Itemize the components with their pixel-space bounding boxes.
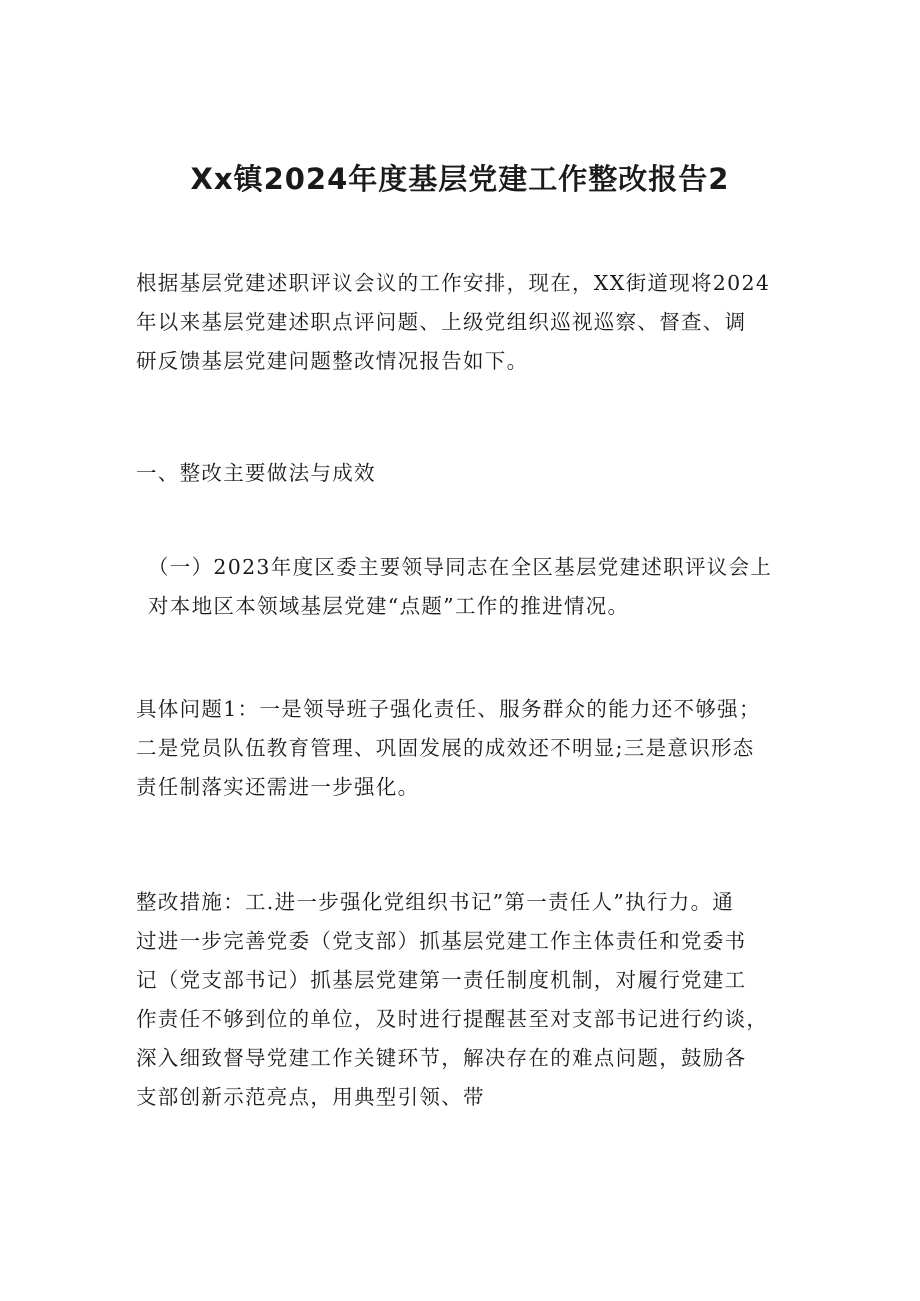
- problem-line: 二是党员队伍教育管理、巩固发展的成效还不明显;三是意识形态: [136, 736, 755, 760]
- intro-line: 研反馈基层党建问题整改情况报告如下。: [136, 349, 529, 373]
- measures-line: 支部创新示范亮点，用典型引领、带: [136, 1085, 485, 1109]
- measures-line: 过进一步完善党委（党支部）抓基层党建工作主体责任和党委书: [136, 929, 747, 953]
- section-heading: [136, 454, 796, 493]
- intro-paragraph: [136, 264, 796, 381]
- intro-line: 年以来基层党建述职点评问题、上级党组织巡视巡察、督查、调: [136, 310, 747, 334]
- measures-line: 记（党支部书记）抓基层党建第一责任制度机制，对履行党建工: [136, 968, 747, 992]
- problem-line: 具体问题1：一是领导班子强化责任、服务群众的能力还不够强；: [136, 697, 761, 721]
- subsection-line: 对本地区本领域基层党建“点题”工作的推进情况。: [148, 594, 630, 618]
- measures-line: 深入细致督导党建工作关键环节，解决存在的难点问题，鼓励各: [136, 1046, 747, 1070]
- problem-line: 责任制落实还需进一步强化。: [136, 775, 420, 799]
- subsection-line: （一）2023年度区委主要领导同志在全区基层党建述职评议会上: [148, 555, 773, 579]
- problem-paragraph: [136, 690, 796, 807]
- intro-line: 根据基层党建述职评议会议的工作安排，现在，XX街道现将2024: [136, 271, 771, 295]
- measures-paragraph: [136, 883, 796, 1117]
- section-heading-text: 一、整改主要做法与成效: [136, 461, 376, 485]
- measures-line: 整改措施：工.进一步强化党组织书记”第一责任人”执行力。通: [136, 890, 735, 914]
- measures-line: 作责任不够到位的单位，及时进行提醒甚至对支部书记进行约谈，: [136, 1007, 769, 1031]
- document-title: Xx镇2024年度基层党建工作整改报告2: [190, 162, 730, 197]
- subsection-paragraph: [136, 548, 808, 626]
